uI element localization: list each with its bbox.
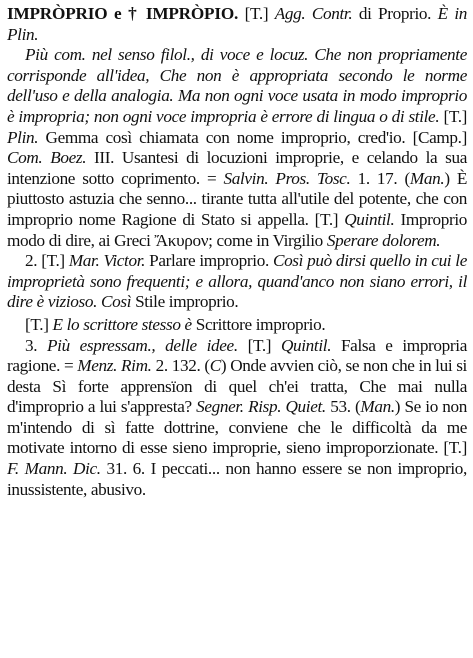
text-run: ; come in Virgilio: [208, 230, 327, 250]
italic-text: Man.: [409, 168, 445, 188]
sense-2-subnote-paragraph: [7, 315, 467, 336]
text-run: III. Usantesi di locuzioni improprie, e celando la sua intenzione sotto coprimento. =: [7, 148, 467, 188]
italic-text: Quintil.: [280, 335, 332, 355]
text-run: Improprio modo di dire, ai Greci: [7, 209, 467, 250]
italic-text: Plin.: [7, 127, 39, 147]
headword: IMPRÒPRIO e † IMPRÒPIO.: [7, 4, 239, 23]
text-run: Scrittore improprio.: [191, 314, 326, 334]
greek-term: Ἄκυρον: [154, 230, 209, 250]
italic-text: Com. Boez.: [7, 148, 87, 168]
italic-text: Mar. Victor.: [68, 251, 146, 271]
italic-text: F. Mann. Dic.: [7, 459, 101, 479]
entry-headword-paragraph: [7, 4, 467, 45]
italic-text: Quintil.: [344, 209, 395, 229]
text-run: ) È piuttosto astuzia che senno... tirante tutta all'utile del potente, che con improprio nome Ragione di Stato si appella. [T.]: [7, 168, 467, 229]
italic-text: È in Plin.: [7, 4, 467, 44]
italic-text: Man.: [360, 397, 395, 417]
sense-3-paragraph: [7, 336, 467, 501]
text-run: Parlare improprio.: [145, 251, 273, 271]
sense-2-paragraph: [7, 251, 467, 313]
text-run: Gemma così chiamata con nome improprio, cred'io. [Camp.]: [38, 127, 467, 147]
text-run: [T.]: [25, 314, 53, 334]
text-run: di Proprio.: [352, 4, 438, 23]
italic-text: Segner. Risp. Quiet.: [196, 397, 326, 417]
text-run: 31. 6. I peccati... non hanno essere se non improprio, inussistente, abusivo.: [7, 459, 467, 499]
text-run: [T.]: [439, 106, 468, 126]
text-run: 2. 132. (: [151, 356, 210, 376]
italic-text: Menz. Rim.: [77, 356, 152, 376]
italic-text: E lo scrittore stesso è: [52, 314, 192, 334]
text-run: Falsa e impropria ragione. =: [7, 335, 467, 376]
text-run: 2. [T.]: [25, 251, 69, 271]
italic-text: Agg. Contr.: [274, 4, 353, 23]
text-run: 3.: [25, 335, 47, 355]
text-run: [T.]: [237, 335, 281, 355]
italic-text: Così può dirsi quello in cui le improprietà sono frequenti; e allora, quand'anco non siano errori, il dire è vizioso. Così: [7, 251, 467, 312]
sense-1-paragraph: [7, 45, 467, 251]
text-run: ) Onde avvien ciò, se non che in lui si desta Sì forte apprensïon di quel ch'ei tratta, Che mai nulla d'improprio a lui s'appresta?: [7, 356, 467, 417]
text-run: ) Se io non m'intendo di sì fatte dottrine, conviene che le difficoltà da me motivate intorno di esse sieno improprie, sieno improporzionate. [T.]: [7, 397, 467, 458]
italic-text: Sperare dolorem.: [326, 230, 441, 250]
italic-text: Più com. nel senso filol., di voce e locuz. Che non propriamente corrisponde all'idea, Che non è appropriata secondo le norme dell'uso e della analogia. Ma non ogni voce usata in modo improprio è impropria; non ogni voce impropria è errore di lingua o di stile.: [7, 45, 467, 126]
text-run: [T.]: [238, 4, 275, 23]
text-run: 1. 17. (: [350, 168, 410, 188]
italic-text: C: [209, 356, 221, 376]
text-run: Stile improprio.: [131, 292, 239, 312]
italic-text: Salvin. Pros. Tosc.: [223, 168, 351, 188]
text-run: 53. (: [325, 397, 361, 417]
italic-text: Più espressam., delle idee.: [47, 335, 238, 355]
